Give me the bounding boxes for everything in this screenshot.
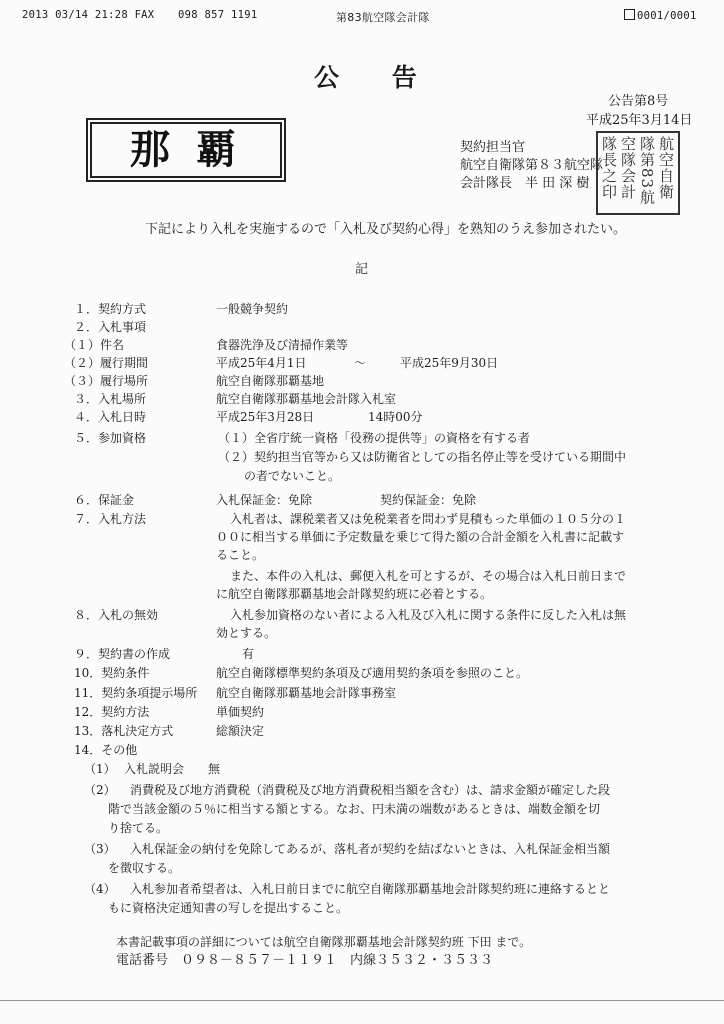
- other-no: （4）: [84, 882, 116, 896]
- item-label: 10．契約条件: [74, 666, 150, 680]
- item-value: の者でないこと。: [244, 469, 341, 483]
- item-value: 食器洗浄及び清掃作業等: [216, 338, 349, 352]
- item-label: ２．入札事項: [74, 320, 147, 334]
- item-value: 入札者は、課税業者又は免税業者を問わず見積もった単価の１０５分の１: [230, 512, 627, 526]
- other-text: り捨てる。: [108, 821, 169, 835]
- official-role: 契約担当官: [460, 140, 526, 155]
- item-value: 効とする。: [216, 626, 277, 640]
- item-value-time: 14時00分: [368, 410, 423, 424]
- item-value-tilde: ～: [354, 356, 367, 370]
- item-value: （２）契約担当官等から又は防衛省としての指名停止等を受けている期間中: [218, 450, 627, 464]
- naha-stamp: [86, 118, 286, 182]
- item-value: また、本件の入札は、郵便入札を可とするが、その場合は入札日前日まで: [230, 569, 627, 583]
- other-text: 消費税及び地方消費税（消費税及び地方消費税相当額を含む）は、請求金額が確定した段: [130, 783, 611, 797]
- official-position: 会計隊長 半 田 深 樹: [460, 176, 590, 191]
- official-seal: [596, 131, 680, 215]
- other-text: 入札参加者希望者は、入札日前日までに航空自衛隊那覇基地会計隊契約班に連絡するとと: [130, 882, 611, 896]
- other-text: もに資格決定通知書の写しを提出すること。: [108, 901, 349, 915]
- item-value: 入札参加資格のない者による入札及び入札に関する条件に反した入札は無: [230, 608, 627, 622]
- item-label: 13．落札決定方式: [74, 724, 174, 738]
- item-label: ４．入札日時: [74, 410, 147, 424]
- footer-contact: 本書記載事項の詳細については航空自衛隊那覇基地会計隊契約班 下田 まで。: [116, 935, 532, 949]
- item-value: 入札保証金：免除: [216, 493, 313, 507]
- item-label: 11．契約条項提示場所: [74, 686, 198, 700]
- official-org: 航空自衛隊第８３航空隊: [460, 158, 604, 173]
- item-value: に航空自衛隊那覇基地会計隊契約班に必着とする。: [216, 587, 493, 601]
- item-label: ７．入札方法: [74, 512, 147, 526]
- footer-phone: 電話番号 ０９８－８５７－１１９１ 内線３５３２・３５３３: [116, 953, 494, 968]
- item-label: （３）履行場所: [64, 374, 149, 388]
- item-value: 契約保証金：免除: [380, 493, 477, 507]
- other-text: を徴収する。: [108, 861, 181, 875]
- item-label: １．契約方式: [74, 302, 147, 316]
- item-value: 総額決定: [216, 724, 265, 738]
- item-label: 12．契約方法: [74, 705, 150, 719]
- page-title: 公 告: [314, 63, 439, 92]
- item-value: 一般競争契約: [216, 302, 289, 316]
- item-value: ００に相当する単価に予定数量を乗じて得た額の合計金額を入札書に記載す: [216, 530, 625, 544]
- other-text: 入札保証金の納付を免除してあるが、落札者が契約を結ばないときは、入札保証金相当額: [130, 842, 611, 856]
- item-label: 14．その他: [74, 743, 138, 757]
- item-value-end: 平成25年9月30日: [400, 356, 499, 370]
- other-text: 入札説明会 無: [124, 762, 221, 776]
- item-label: ５．参加資格: [74, 431, 147, 445]
- item-label: （１）件名: [64, 338, 125, 352]
- other-no: （3）: [84, 842, 116, 856]
- notice-date: 平成25年3月14日: [586, 113, 693, 128]
- fax-page-indicator: [624, 9, 697, 22]
- item-value: 平成25年4月1日: [216, 356, 307, 370]
- item-value: 航空自衛隊那覇基地: [216, 374, 325, 388]
- item-value: ること。: [216, 548, 265, 562]
- fax-datetime: 2013 03/14 21:28 FAX: [22, 9, 155, 21]
- naha-stamp-text: 那 覇: [130, 127, 242, 173]
- intro-text: 下記により入札を実施するので「入札及び契約心得」を熟知のうえ参加されたい。: [145, 222, 627, 237]
- other-no: （2）: [84, 783, 116, 797]
- item-value: 航空自衛隊那覇基地会計隊入札室: [216, 392, 397, 406]
- other-no: （1）: [84, 762, 116, 776]
- other-text: 階で当該金額の５％に相当する額とする。なお、円未満の端数があるときは、端数金額を切: [108, 802, 601, 816]
- fax-page: 0001/0001: [637, 10, 697, 22]
- fax-sender: 第83航空隊会計隊: [336, 11, 430, 24]
- item-label: ６．保証金: [74, 493, 135, 507]
- item-label: ３．入札場所: [74, 392, 147, 406]
- item-value: 平成25年3月28日: [216, 410, 315, 424]
- item-label: （２）履行期間: [64, 356, 149, 370]
- fax-number: 098 857 1191: [178, 9, 258, 21]
- fax-page-icon: [624, 9, 635, 20]
- ki-heading: 記: [355, 262, 369, 277]
- item-label: ８．入札の無効: [74, 608, 159, 622]
- scan-edge-line: [0, 1000, 724, 1001]
- notice-number: 公告第8号: [608, 94, 669, 109]
- item-value: （１）全省庁統一資格「役務の提供等」の資格を有する者: [218, 431, 531, 445]
- item-value: 有: [242, 647, 255, 661]
- item-value: 単価契約: [216, 705, 265, 719]
- item-value: 航空自衛隊那覇基地会計隊事務室: [216, 686, 397, 700]
- item-value: 航空自衛隊標準契約条項及び適用契約条項を参照のこと。: [216, 666, 529, 680]
- item-label: ９．契約書の作成: [74, 647, 171, 661]
- seal-text: 航空自衛隊第83航空隊会計隊長之印: [600, 136, 675, 206]
